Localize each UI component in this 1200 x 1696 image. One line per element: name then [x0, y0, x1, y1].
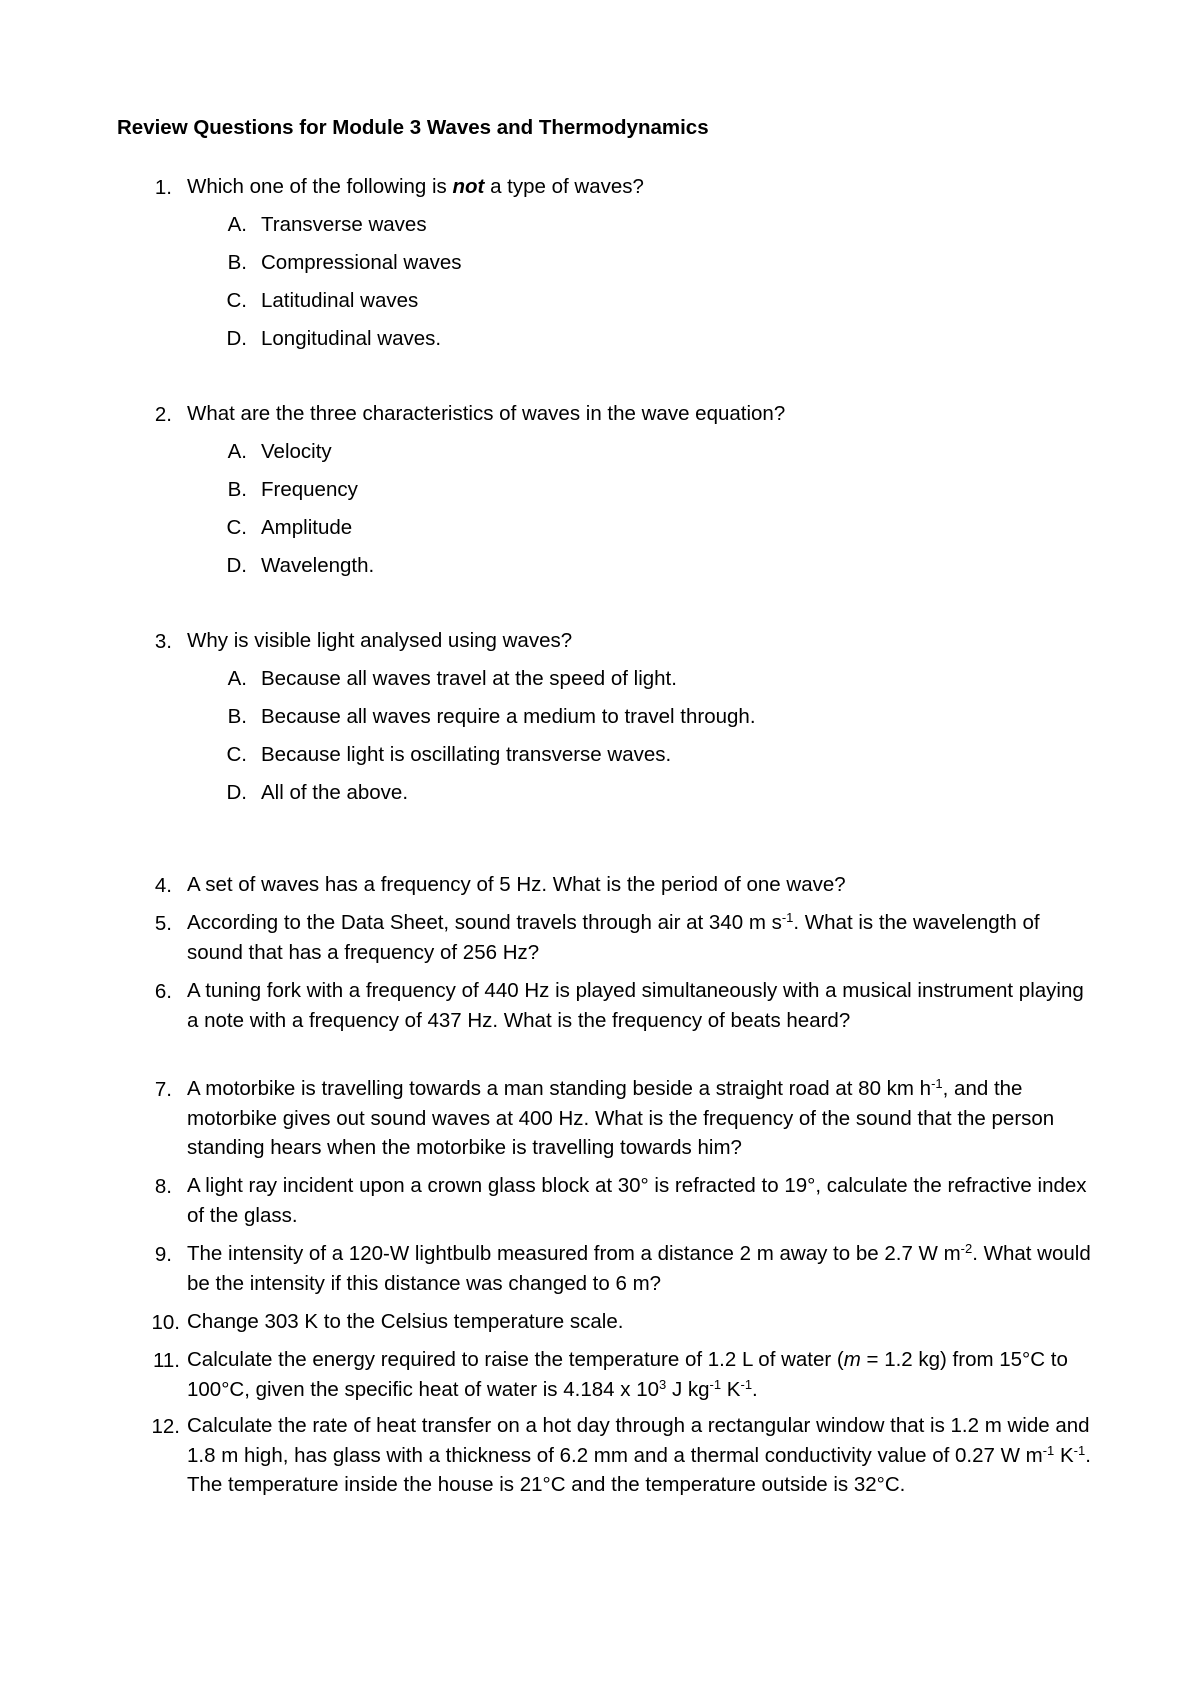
question-text-part: = 1.2 kg) from 15°C to 100°C, given the specific heat of water is 4.184 x 10 — [187, 1348, 1068, 1401]
superscript: -1 — [740, 1376, 753, 1392]
option-text: Latitudinal waves — [261, 289, 419, 312]
option-letter: A. — [227, 213, 247, 236]
question-number: 8. — [154, 1175, 172, 1198]
option-text: Velocity — [261, 440, 332, 463]
question-number: 4. — [154, 874, 172, 897]
question-text: What are the three characteristics of waves in the wave equation? — [187, 402, 786, 425]
question-text-part: Calculate the rate of heat transfer on a hot day through a rectangular window that is 1.2 m wide and 1.8 m high, has glass with a thickness of 6.2 mm and a thermal conductivity value of 0.27 W m — [187, 1414, 1090, 1467]
question-text-part: K — [721, 1377, 741, 1401]
question-text-part: , and the motorbike gives out sound waves at 400 Hz. What is the frequency of the sound that the person standing hears when the motorbike is travelling towards him? — [187, 1077, 1055, 1159]
option-text: Because all waves require a medium to travel through. — [261, 705, 756, 728]
question-number: 2. — [154, 403, 172, 426]
option-text: Frequency — [261, 478, 358, 501]
emphasis-word: not — [452, 175, 485, 198]
option-letter: B. — [227, 251, 247, 274]
superscript: -1 — [931, 1076, 943, 1091]
question-text-part: a type of waves? — [484, 175, 644, 198]
question-text — [187, 1239, 1100, 1298]
question-text-part: Which one of the following is — [187, 175, 453, 198]
option-letter: D. — [226, 327, 247, 350]
question-text: A light ray incident upon a crown glass block at 30° is refracted to 19°, calculate the refractive index of the glass. — [187, 1174, 1087, 1227]
question-text — [187, 1345, 1100, 1404]
question-text: Change 303 K to the Celsius temperature scale. — [187, 1310, 624, 1333]
page-title: Review Questions for Module 3 Waves and Thermodynamics — [117, 116, 709, 139]
option-text: Because all waves travel at the speed of light. — [261, 667, 677, 690]
option-letter: C. — [226, 516, 247, 539]
question-text: Why is visible light analysed using waves? — [187, 629, 573, 652]
option-text: All of the above. — [261, 781, 409, 804]
question-text — [187, 172, 1100, 202]
question-text-part: A motorbike is travelling towards a man standing beside a straight road at 80 km h — [187, 1077, 932, 1100]
superscript: -1 — [1073, 1442, 1086, 1458]
question-number: 1. — [154, 176, 172, 199]
option-text: Amplitude — [261, 516, 353, 539]
option-text: Because light is oscillating transverse waves. — [261, 743, 672, 766]
option-text: Longitudinal waves. — [261, 327, 442, 350]
question-number: 7. — [154, 1078, 172, 1101]
question-text-part: K — [1054, 1443, 1074, 1467]
question-text — [187, 908, 1100, 967]
question-text-part: . — [752, 1377, 758, 1401]
option-letter: C. — [226, 289, 247, 312]
variable-m: m — [843, 1348, 861, 1371]
option-letter: B. — [227, 478, 247, 501]
superscript: -1 — [709, 1376, 722, 1392]
superscript: -1 — [781, 910, 794, 925]
question-text — [187, 1411, 1100, 1500]
question-text — [187, 1074, 1100, 1163]
option-letter: A. — [227, 667, 247, 690]
question-text-part: The intensity of a 120-W lightbulb measured from a distance 2 m away to be 2.7 W m — [187, 1242, 961, 1265]
option-letter: C. — [226, 743, 247, 766]
superscript: -1 — [1042, 1442, 1055, 1458]
question-number: 3. — [154, 630, 172, 653]
question-text-part: According to the Data Sheet, sound travels through air at 340 m s — [187, 911, 782, 934]
superscript: -2 — [960, 1241, 973, 1256]
superscript: 3 — [659, 1376, 667, 1392]
question-text-part: . What would be the intensity if this distance was changed to 6 m? — [187, 1242, 1091, 1295]
question-number: 11. — [153, 1349, 180, 1372]
question-number: 9. — [154, 1243, 172, 1266]
option-text: Compressional waves — [261, 251, 462, 274]
question-number: 5. — [154, 912, 172, 935]
option-text: Wavelength. — [261, 554, 375, 577]
question-text-part: . What is the wavelength of sound that has a frequency of 256 Hz? — [187, 911, 1040, 964]
option-letter: D. — [226, 554, 247, 577]
question-text: A set of waves has a frequency of 5 Hz. What is the period of one wave? — [187, 873, 846, 896]
question-text-part: J kg — [666, 1377, 710, 1401]
option-letter: D. — [226, 781, 247, 804]
option-letter: B. — [227, 705, 247, 728]
question-number: 10. — [151, 1311, 180, 1334]
option-text: Transverse waves — [261, 213, 427, 236]
question-text: A tuning fork with a frequency of 440 Hz is played simultaneously with a musical instrument playing a note with a frequency of 437 Hz. What is the frequency of beats heard? — [187, 979, 1084, 1032]
question-text-part: Calculate the energy required to raise the temperature of 1.2 L of water ( — [187, 1348, 844, 1371]
question-text-part: . The temperature inside the house is 21°C and the temperature outside is 32°C. — [187, 1443, 1091, 1496]
option-letter: A. — [227, 440, 247, 463]
question-number: 6. — [154, 980, 172, 1003]
question-number: 12. — [151, 1415, 180, 1438]
